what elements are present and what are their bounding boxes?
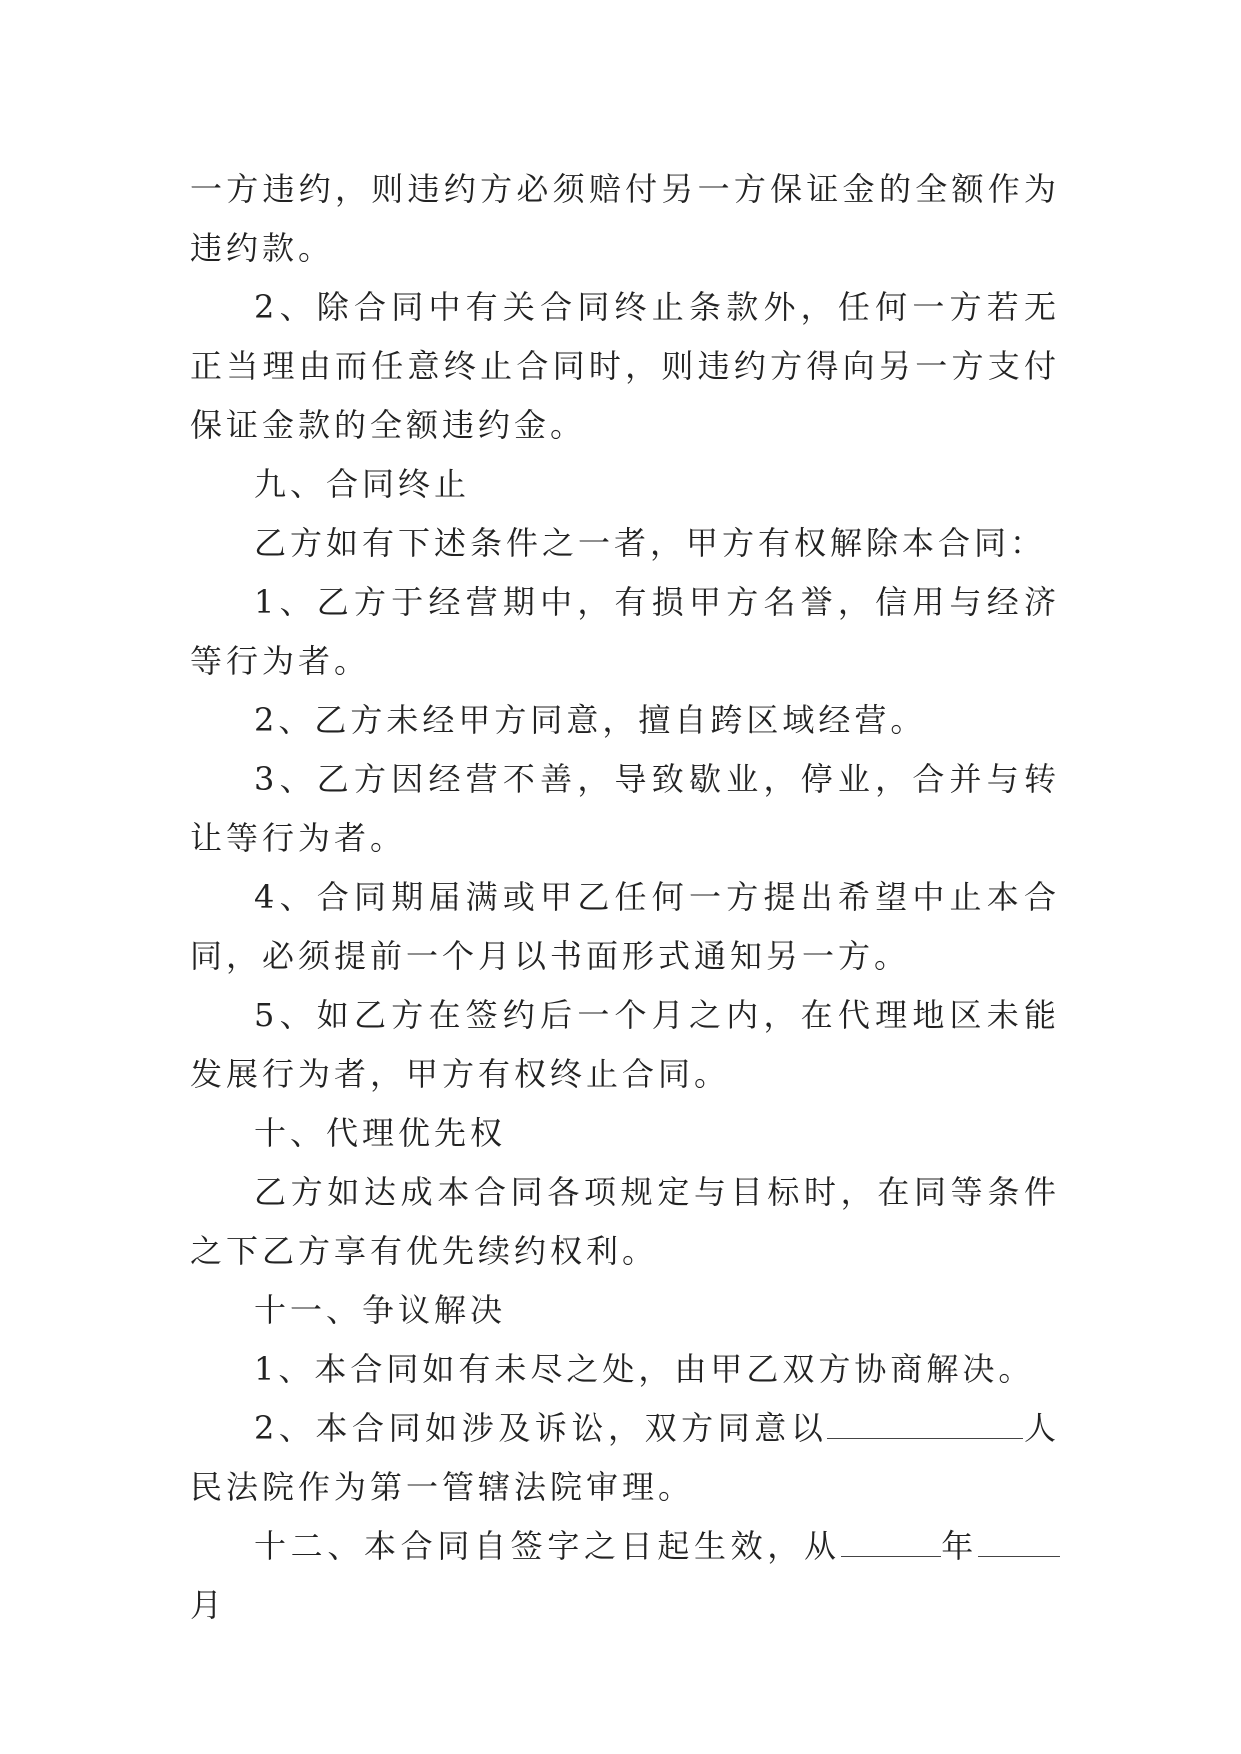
paragraph-condition-5: 5、如乙方在签约后一个月之内，在代理地区未能发展行为者，甲方有权终止合同。: [190, 996, 1060, 1093]
month-blank: [978, 1526, 1060, 1557]
year-label: 年: [940, 1527, 978, 1565]
court-name-blank: [827, 1408, 1023, 1439]
paragraph-dispute-2: [190, 1399, 1060, 1517]
paragraph-condition-4: 4、合同期届满或甲乙任何一方提出希望中止本合同，必须提前一个月以书面形式通知另一方。: [190, 878, 1060, 975]
dispute-2-text-before: 2、本合同如涉及诉讼，双方同意以: [254, 1409, 828, 1447]
paragraph-renewal-priority: 乙方如达成本合同各项规定与目标时，在同等条件之下乙方享有优先续约权利。: [190, 1173, 1060, 1270]
paragraph-breach-clause-tail: 一方违约，则违约方必须赔付另一方保证金的全额作为违约款。: [190, 170, 1060, 267]
month-label: 月: [190, 1586, 227, 1624]
paragraph-condition-3: 3、乙方因经营不善，导致歇业，停业，合并与转让等行为者。: [190, 760, 1060, 857]
paragraph-dispute-1: 1、本合同如有未尽之处，由甲乙双方协商解决。: [254, 1350, 1035, 1388]
paragraph-condition-1: 1、乙方于经营期中，有损甲方名誉，信用与经济等行为者。: [190, 583, 1060, 680]
paragraph-termination-conditions: 乙方如有下述条件之一者，甲方有权解除本合同：: [254, 524, 1047, 562]
paragraph-effective-date: [190, 1517, 1060, 1635]
section-heading-dispute-resolution: 十一、争议解决: [254, 1291, 507, 1329]
dispute-2-text-after: 人民法院作为第一管辖法院审理。: [190, 1409, 1060, 1506]
effective-date-text-before: 十二、本合同自签字之日起生效，从: [254, 1527, 841, 1565]
paragraph-termination-penalty: 2、除合同中有关合同终止条款外，任何一方若无正当理由而任意终止合同时，则违约方得向另一方支付保证金款的全额违约金。: [190, 288, 1060, 444]
document-body: [190, 160, 1060, 1635]
section-heading-contract-termination: 九、合同终止: [254, 465, 471, 503]
year-blank: [841, 1526, 941, 1557]
section-heading-agency-priority: 十、代理优先权: [254, 1114, 507, 1152]
paragraph-condition-2: 2、乙方未经甲方同意，擅自跨区域经营。: [254, 701, 927, 739]
